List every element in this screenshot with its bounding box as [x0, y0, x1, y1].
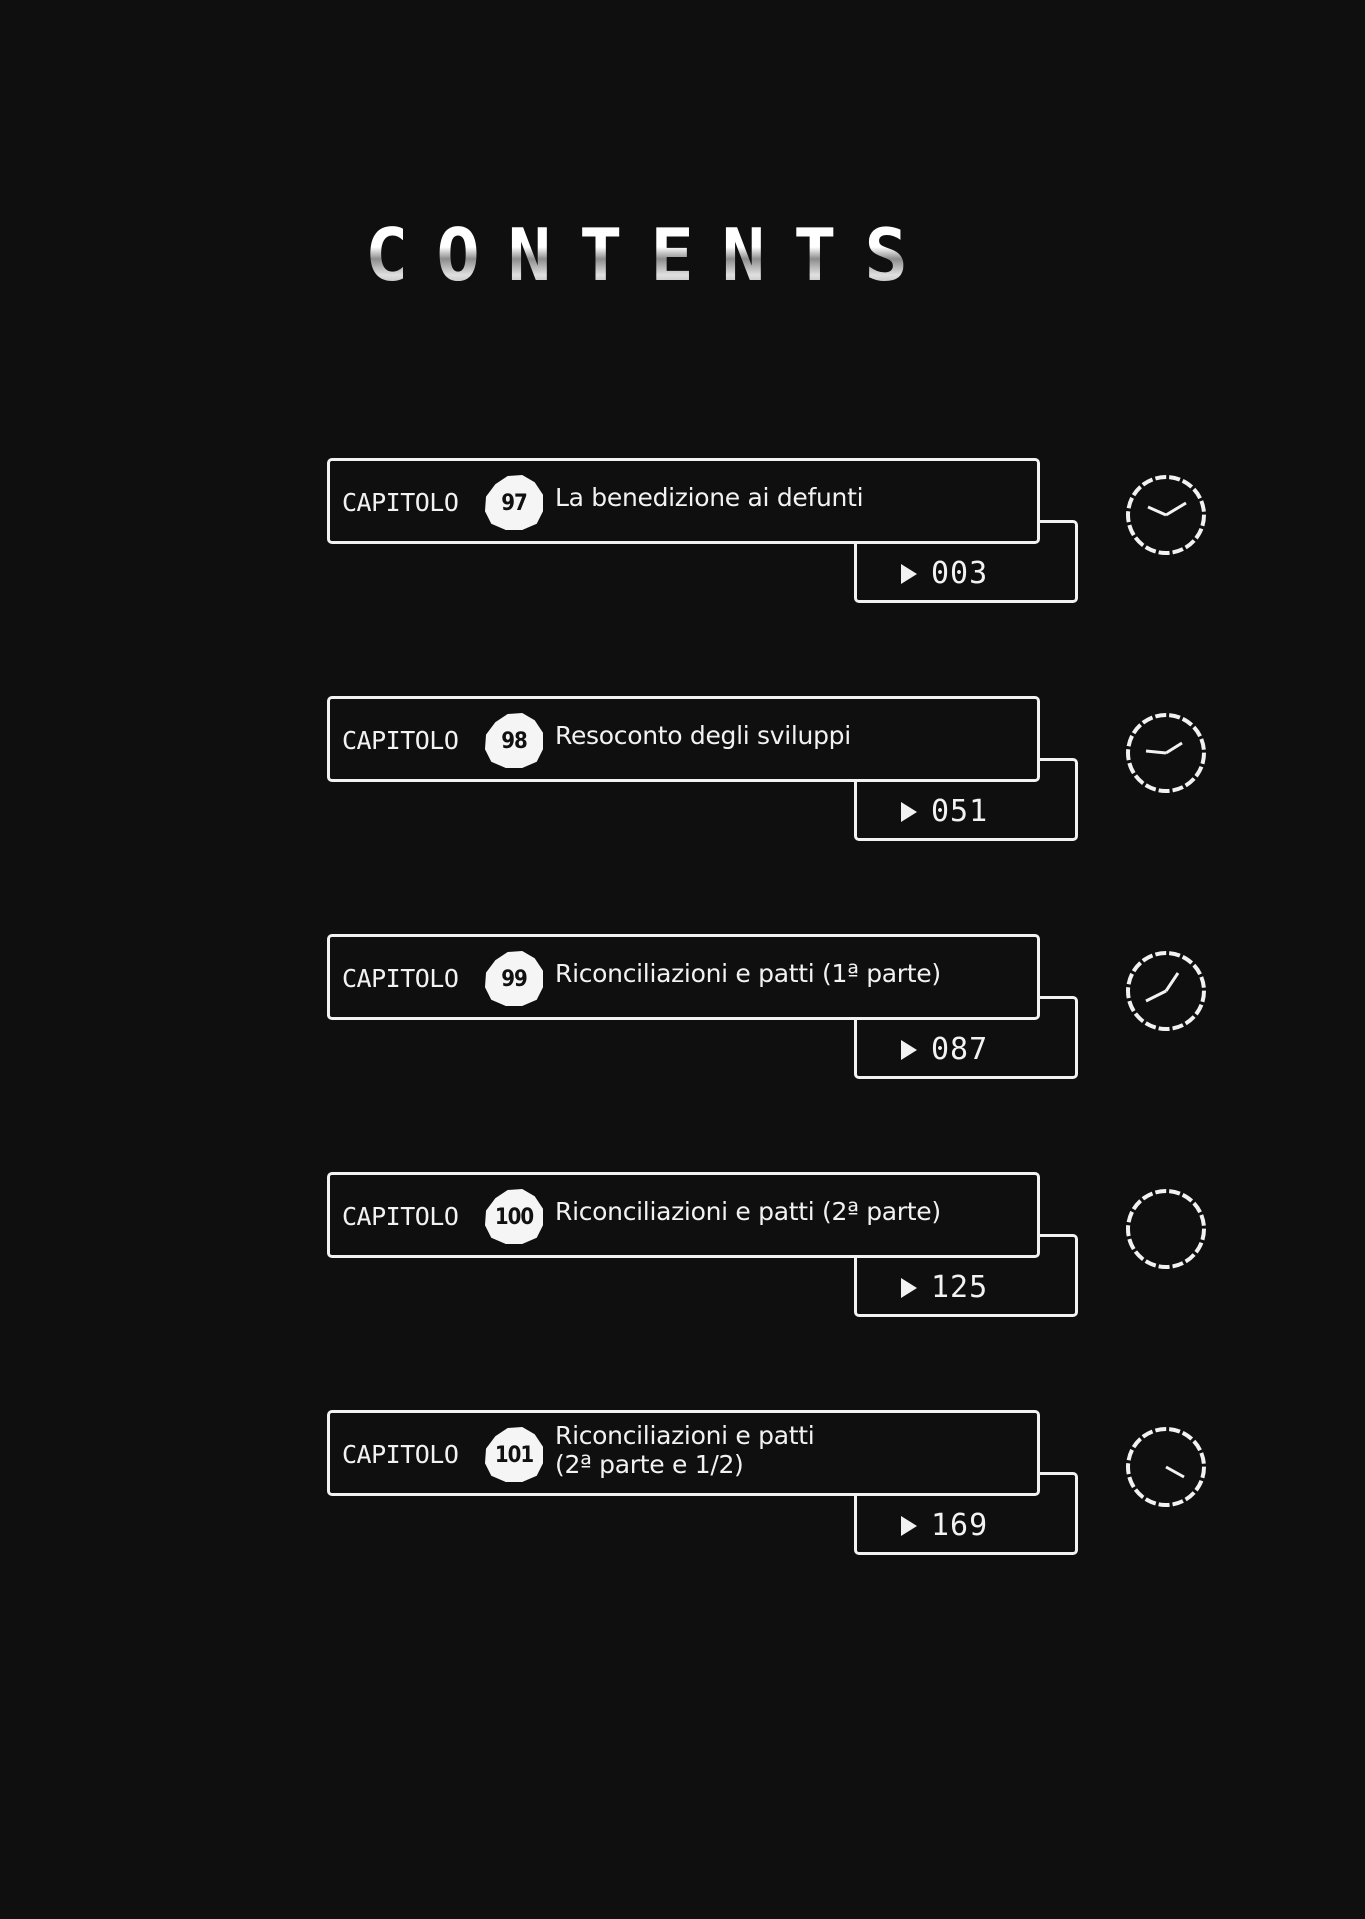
clock-icon — [1124, 711, 1208, 795]
chapter-number-badge — [482, 1185, 546, 1247]
chapter-label: CAPITOLO — [342, 964, 459, 993]
clock-icon — [1124, 473, 1208, 557]
page-number: 003 — [931, 556, 989, 591]
chapter-label: CAPITOLO — [342, 1440, 459, 1469]
play-icon — [901, 564, 917, 584]
chapter-entry-97[interactable] — [327, 458, 1212, 608]
chapter-label: CAPITOLO — [342, 488, 459, 517]
play-icon — [901, 1278, 917, 1298]
play-icon — [901, 1516, 917, 1536]
chapter-number-badge — [482, 1423, 546, 1485]
chapter-title: Riconciliazioni e patti (2ª parte) — [555, 1197, 941, 1226]
page-number: 125 — [931, 1270, 989, 1305]
page-number: 087 — [931, 1032, 989, 1067]
chapter-label: CAPITOLO — [342, 1202, 459, 1231]
chapter-title-box — [327, 1410, 1040, 1496]
chapter-number: 101 — [494, 1443, 534, 1468]
chapter-title-box — [327, 934, 1040, 1020]
chapter-entry-100[interactable] — [327, 1172, 1212, 1322]
chapter-number-badge — [482, 471, 546, 533]
chapter-entry-99[interactable] — [327, 934, 1212, 1084]
chapter-label: CAPITOLO — [342, 726, 459, 755]
chapter-entry-101[interactable] — [327, 1410, 1212, 1560]
chapter-title-box — [327, 458, 1040, 544]
chapter-title: Resoconto degli sviluppi — [555, 721, 851, 750]
page-title: CONTENTS — [365, 215, 1025, 295]
chapter-title-box — [327, 696, 1040, 782]
chapter-number: 100 — [494, 1205, 534, 1230]
clock-icon — [1124, 1425, 1208, 1509]
clock-icon — [1124, 1187, 1208, 1271]
chapter-number: 97 — [501, 491, 527, 516]
page-number: 169 — [931, 1508, 989, 1543]
chapter-number: 98 — [501, 729, 527, 754]
chapter-title: Riconciliazioni e patti (1ª parte) — [555, 959, 941, 988]
play-icon — [901, 1040, 917, 1060]
clock-icon — [1124, 949, 1208, 1033]
chapter-title: Riconciliazioni e patti (2ª parte e 1/2) — [555, 1421, 815, 1479]
chapter-title-box — [327, 1172, 1040, 1258]
page-number: 051 — [931, 794, 989, 829]
chapter-number-badge — [482, 947, 546, 1009]
chapter-number: 99 — [501, 967, 527, 992]
play-icon — [901, 802, 917, 822]
chapter-entry-98[interactable] — [327, 696, 1212, 846]
chapter-number-badge — [482, 709, 546, 771]
chapter-title: La benedizione ai defunti — [555, 483, 864, 512]
